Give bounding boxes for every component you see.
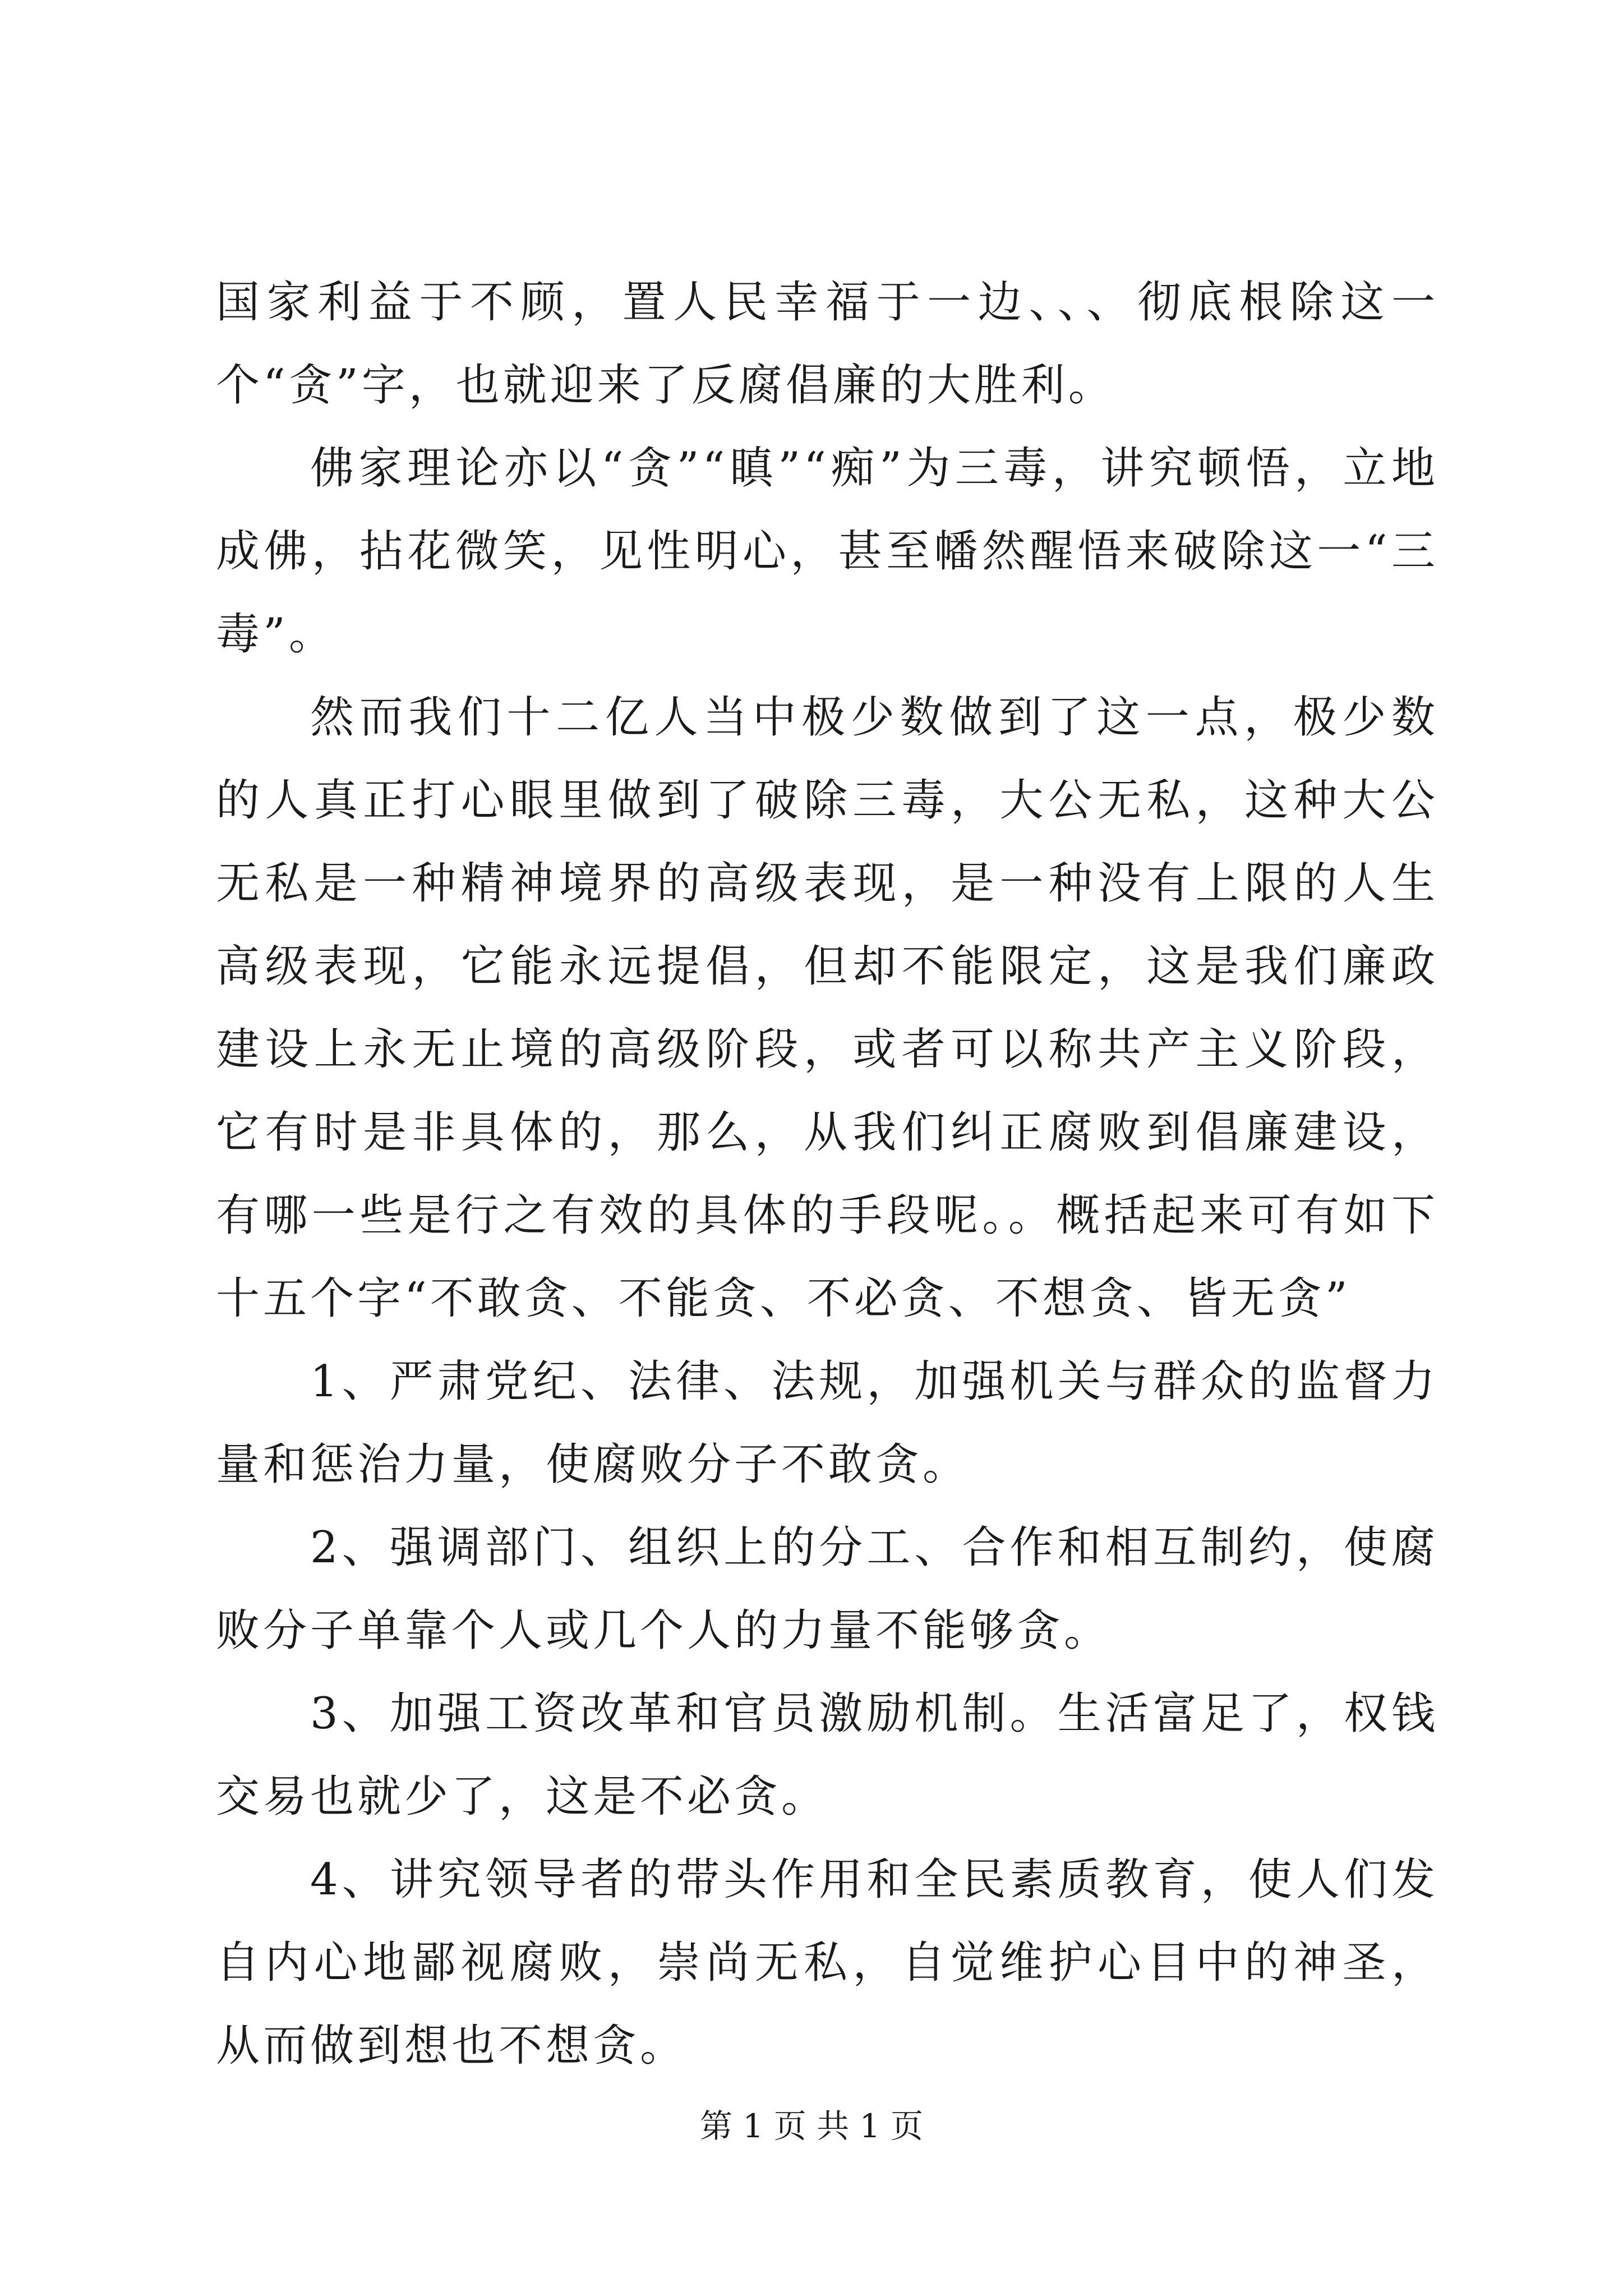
- list-item-4: 4、讲究领导者的带头作用和全民素质教育，使人们发自内心地鄙视腐败，崇尚无私，自觉维护心目中的神圣，从而做到想也不想贪。: [216, 1855, 1438, 2071]
- page-footer: [0, 2106, 1623, 2146]
- paragraph-continuation: 国家利益于不顾，置人民幸福于一边、、、彻底根除这一个“贪”字，也就迎来了反腐倡廉的大胜利。: [216, 277, 1438, 411]
- list-item-3: 3、加强工资改革和官员激励机制。生活富足了，权钱交易也就少了，这是不必贪。: [216, 1688, 1438, 1822]
- document-body: [216, 261, 1438, 2087]
- paragraph-selflessness: 然而我们十二亿人当中极少数做到了这一点，极少数的人真正打心眼里做到了破除三毒，大公无私，这种大公无私是一种精神境界的高级表现，是一种没有上限的人生高级表现，它能永远提倡，但却不能限定，这是我们廉政建设上永无止境的高级阶段，或者可以称共产主义阶段，它有时是非具体的，那么，从我们纠正腐败到倡廉建设，有哪一些是行之有效的具体的手段呢。。概括起来可有如下十五个字“不敢贪、不能贪、不必贪、不想贪、皆无贪”: [216, 692, 1438, 1324]
- paragraph-buddhist-three-poisons: 佛家理论亦以“贪”“瞋”“痴”为三毒，讲究顿悟，立地成佛，拈花微笑，见性明心，甚至幡然醒悟来破除这一“三毒”。: [216, 443, 1438, 660]
- list-item-1: 1、严肃党纪、法律、法规，加强机关与群众的监督力量和惩治力量，使腐败分子不敢贪。: [216, 1356, 1438, 1490]
- page-number-label: 第 1 页 共 1 页: [700, 2107, 923, 2145]
- list-item-2: 2、强调部门、组织上的分工、合作和相互制约，使腐败分子单靠个人或几个人的力量不能够贪。: [216, 1522, 1438, 1656]
